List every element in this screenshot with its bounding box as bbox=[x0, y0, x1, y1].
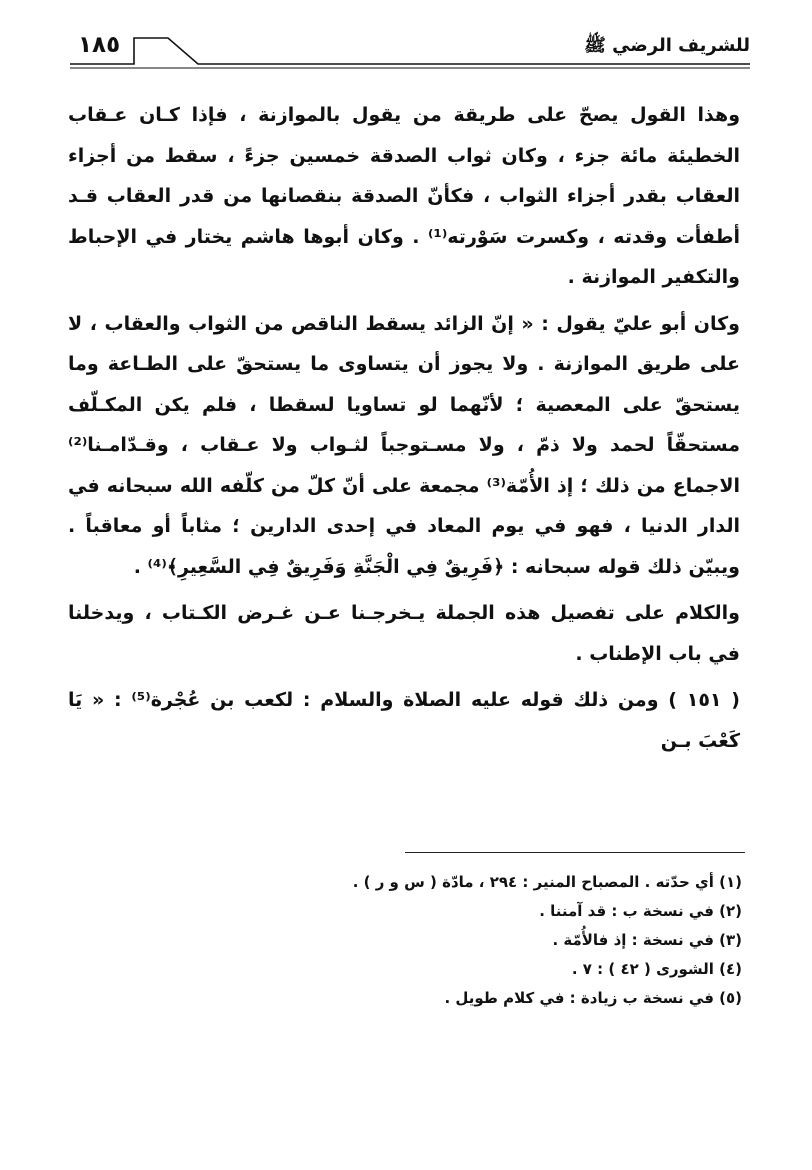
text-line: الدار الدنيا ، فهو في يوم المعاد في إحدى الدارين ؛ مثاباً أو معاقباً . ويبيّن bbox=[68, 515, 740, 578]
paragraph-1 bbox=[68, 95, 740, 298]
footnote-2: (٢) في نسخة ب : قد آمننا . bbox=[539, 902, 742, 920]
footnote-4: (٤) الشورى ( ٤٢ ) : ٧ . bbox=[571, 960, 742, 978]
quran-verse-line: ذلك قوله سبحانه : ﴿فَرِيقٌ فِي الْجَنَّةِ وَفَرِيقٌ فِي السَّعِيرِ﴾⁽⁴⁾ . bbox=[133, 555, 682, 578]
text-line: الاجماع من ذلك ؛ إذ الأُمّة⁽³⁾ مجمعة على أنّ كلّ من كلّفه الله سبحانه في bbox=[68, 474, 741, 497]
text-line: وما يستحقّ على المعصية ؛ لأنّهما لو تساويا لسقطا ، فلم يكن المكـلّف bbox=[68, 353, 740, 416]
paragraph-2 bbox=[68, 304, 740, 588]
text-line: وهذا القول يصحّ على طريقة من يقول بالموازنة ، فإذا كـان عـقاب bbox=[68, 104, 740, 126]
footnote-5: (٥) في نسخة ب زيادة : في كلام طويل . bbox=[444, 989, 742, 1007]
text-line: مستحقّاً لحمد ولا ذمّ ، ولا مسـتوجباً لثـواب ولا عـقاب ، وقـدّامـنا⁽²⁾ bbox=[68, 434, 740, 456]
text-line: ويدخلنا في باب الإطناب . bbox=[68, 602, 740, 665]
main-text bbox=[68, 95, 740, 761]
paragraph-3 bbox=[68, 593, 740, 674]
text-line: أطفأت وقدته ، وكسرت سَوْرته⁽¹⁾ . وكان أبوها هاشم يختار في الإحباط bbox=[68, 225, 741, 248]
text-line: ومن ذلك قوله عليه الصلاة والسلام : لكعب بن عُجْرة⁽⁵⁾ : « يَا كَعْبَ بـن bbox=[68, 689, 740, 752]
hadith-number: ( ١٥١ ) bbox=[668, 689, 740, 711]
running-title: للشريف الرضي ﷺ bbox=[584, 35, 750, 56]
page-number: ١٨٥ bbox=[78, 32, 121, 58]
text-line: الخطيئة مائة جزء ، وكان ثواب الصدقة خمسين جزءً ، سقط من أجزاء bbox=[68, 144, 740, 167]
text-line: العقاب بقدر أجزاء الثواب ، فكأنّ الصدقة بنقصانها من قدر العقاب قـد bbox=[68, 185, 740, 207]
text-line: لا على طريق الموازنة . ولا يجوز أن يتساوى ما يستحقّ على الطـاعة bbox=[68, 312, 740, 375]
footnotes bbox=[142, 868, 742, 1013]
text-line: وكان أبو عليّ يقول : « إنّ الزائد يسقط الناقص من الثواب والعقاب ، bbox=[89, 312, 740, 335]
running-header bbox=[70, 28, 750, 72]
footnote-3: (٣) في نسخة : إذ فالأُمّة . bbox=[552, 931, 742, 949]
paragraph-4 bbox=[68, 680, 740, 761]
footnote-1: (١) أي حدّته . المصباح المنير : ٢٩٤ ، مادّة ( س و ر ) . bbox=[352, 873, 742, 891]
text-line: والتكفير الموازنة . bbox=[567, 266, 740, 288]
text-line: والكلام على تفصيل هذه الجملة يـخرجـنا عـن غـرض الكـتاب ، bbox=[144, 602, 740, 624]
footnote-separator bbox=[405, 852, 745, 853]
